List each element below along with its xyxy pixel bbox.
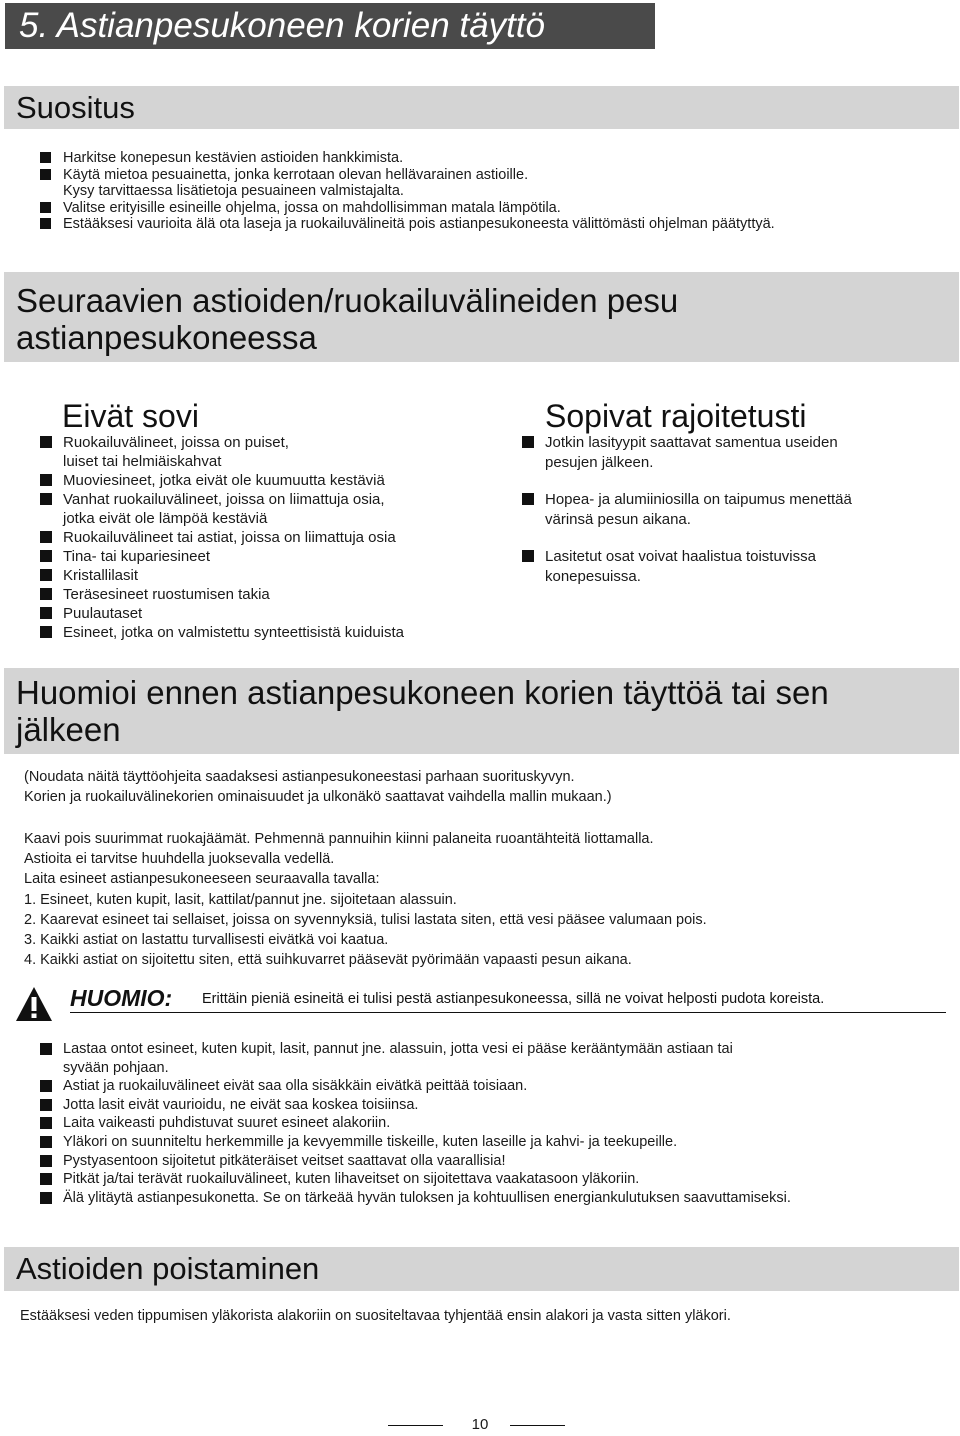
huomioi-list (40, 1040, 940, 1207)
list-item: Hopea- ja alumiiniosilla on taipumus menettää värinsä pesun aikana. (522, 490, 942, 530)
bullet-square-icon (40, 531, 52, 543)
list-item: Vanhat ruokailuvälineet, joissa on liimattuja osia, jotka eivät ole lämpöä kestäviä (40, 490, 510, 528)
list-item: Lastaa ontot esineet, kuten kupit, lasit, pannut jne. alassuin, jotta vesi ei pääse kerääntymään astiaan tai syvään pohjaan. (40, 1040, 940, 1077)
huomioi-steps: Kaavi pois suurimmat ruokajäämät. Pehmennä pannuihin kiinni palaneita ruoantähteitä liottamalla. Astioita ei tarvitse huuhdella juoksevalla vedellä. Laita esineet astianpesukoneeseen seuraavalla tavalla: 1. Esineet, kuten kupit, lasit, kattilat/pannut jne. sijoitetaan alassuin. 2. Kaarevat esineet tai sellaiset, joissa on syvennyksiä, tulisi lastata siten, että vesi pääsee valumaan pois. 3. Kaikki astiat on lastattu turvallisesti eivätkä voi kaatua. 4. Kaikki astiat on sijoitettu siten, että suihkuvarret pääsevät pyörimään vapaasti pesun aikana. (24, 831, 707, 969)
seuraavien-heading-line1: Seuraavien astioiden/ruokailuvälineiden pesu (16, 282, 679, 319)
bullet-square-icon (40, 550, 52, 562)
list-item: Laita vaikeasti puhdistuvat suuret esineet alakoriin. (40, 1114, 940, 1133)
list-item: Pitkät ja/tai terävät ruokailuvälineet, kuten lihaveitset on sijoitettava vaakatasoon yläkoriin. (40, 1170, 940, 1189)
seuraavien-heading-line2: astianpesukoneessa (16, 319, 317, 356)
list-item: Ruokailuvälineet, joissa on puiset, luiset tai helmiäiskahvat (40, 433, 510, 471)
list-item: Tina- tai kupariesineet (40, 547, 510, 566)
bullet-square-icon (40, 569, 52, 581)
poistaminen-text: Estääksesi veden tippumisen yläkorista alakoriin on suositeltavaa tyhjentää ensin alakori ja vasta sitten yläkori. (20, 1308, 731, 1324)
warning-underline (70, 1012, 946, 1013)
bullet-square-icon (40, 1136, 52, 1148)
bullet-square-icon (40, 152, 51, 163)
warning-triangle-icon (14, 985, 54, 1028)
section-heading-poistaminen (4, 1247, 959, 1291)
bullet-square-icon (40, 1173, 52, 1185)
section-heading-seuraavien (4, 272, 959, 362)
page-number: 10 (471, 1416, 489, 1433)
eivat-sovi-list (40, 433, 510, 642)
list-item: Ruokailuvälineet tai astiat, joissa on liimattuja osia (40, 528, 510, 547)
footer-rule-left (388, 1425, 443, 1426)
bullet-square-icon (40, 169, 51, 180)
eivat-sovi-heading: Eivät sovi (62, 398, 199, 434)
huomioi-intro: (Noudata näitä täyttöohjeita saadaksesi astianpesukoneestasi parhaan suorituskyvyn. Korien ja ruokailuvälinekorien ominaisuudet ja ulkonäkö saattavat vaihdella mallin mukaan.) (24, 769, 612, 806)
list-item: Harkitse konepesun kestävien astioiden hankkimista. (40, 150, 940, 167)
list-item: Käytä mietoa pesuainetta, jonka kerrotaan olevan hellävarainen astioille. Kysy tarvittaessa lisätietoja pesuaineen valmistajalta. (40, 167, 940, 200)
list-item: Valitse erityisille esineille ohjelma, jossa on mahdollisimman matala lämpötila. (40, 200, 940, 217)
bullet-square-icon (40, 436, 52, 448)
huomioi-heading-line1: Huomioi ennen astianpesukoneen korien täyttöä tai sen (16, 674, 829, 711)
bullet-square-icon (40, 474, 52, 486)
list-item: Älä ylitäytä astianpesukonetta. Se on tärkeää hyvän tuloksen ja kohtuullisen energiankulutuksen saavuttamiseksi. (40, 1189, 940, 1208)
list-item: Puulautaset (40, 604, 510, 623)
sopivat-heading: Sopivat rajoitetusti (545, 398, 807, 434)
bullet-square-icon (40, 626, 52, 638)
huomioi-heading-line2: jälkeen (16, 711, 121, 748)
section-heading-suositus (4, 86, 959, 129)
suositus-list (40, 150, 940, 233)
list-item: Lasitetut osat voivat haalistua toistuvissa konepesuissa. (522, 547, 942, 587)
poistaminen-heading: Astioiden poistaminen (16, 1251, 320, 1286)
bullet-square-icon (40, 1192, 52, 1204)
warning-label: HUOMIO: (70, 985, 173, 1011)
section-heading-huomioi (4, 668, 959, 754)
warning-text: Erittäin pieniä esineitä ei tulisi pestä astianpesukoneessa, sillä ne voivat helposti pudota koreista. (202, 991, 825, 1007)
list-item: Teräsesineet ruostumisen takia (40, 585, 510, 604)
bullet-square-icon (522, 493, 534, 505)
list-item: Astiat ja ruokailuvälineet eivät saa olla sisäkkäin eivätkä peittää toisiaan. (40, 1077, 940, 1096)
list-item: Jotkin lasityypit saattavat samentua useiden pesujen jälkeen. (522, 433, 942, 473)
list-item: Estääksesi vaurioita älä ota laseja ja ruokailuvälineitä pois astianpesukoneesta välittömästi ohjelman päätyttyä. (40, 216, 940, 233)
chapter-title: 5. Astianpesukoneen korien täyttö (5, 3, 655, 49)
list-item: Kristallilasit (40, 566, 510, 585)
list-item: Pystyasentoon sijoitetut pitkäteräiset veitset saattavat olla vaarallisia! (40, 1152, 940, 1171)
list-item: Yläkori on suunniteltu herkemmille ja kevyemmille tiskeille, kuten laseille ja kahvi- ja teekupeille. (40, 1133, 940, 1152)
list-item: Muoviesineet, jotka eivät ole kuumuutta kestäviä (40, 471, 510, 490)
bullet-square-icon (522, 550, 534, 562)
bullet-square-icon (40, 1155, 52, 1167)
bullet-square-icon (40, 202, 51, 213)
bullet-square-icon (40, 218, 51, 229)
bullet-square-icon (40, 493, 52, 505)
suositus-heading: Suositus (16, 90, 135, 125)
sopivat-list (522, 433, 942, 587)
bullet-square-icon (40, 1117, 52, 1129)
list-item: Jotta lasit eivät vaurioidu, ne eivät saa koskea toisiinsa. (40, 1096, 940, 1115)
bullet-square-icon (40, 588, 52, 600)
bullet-square-icon (40, 1099, 52, 1111)
bullet-square-icon (40, 1043, 52, 1055)
list-item: Esineet, jotka on valmistettu synteettisistä kuiduista (40, 623, 510, 642)
bullet-square-icon (40, 1080, 52, 1092)
footer-rule-right (510, 1425, 565, 1426)
bullet-square-icon (40, 607, 52, 619)
bullet-square-icon (522, 436, 534, 448)
